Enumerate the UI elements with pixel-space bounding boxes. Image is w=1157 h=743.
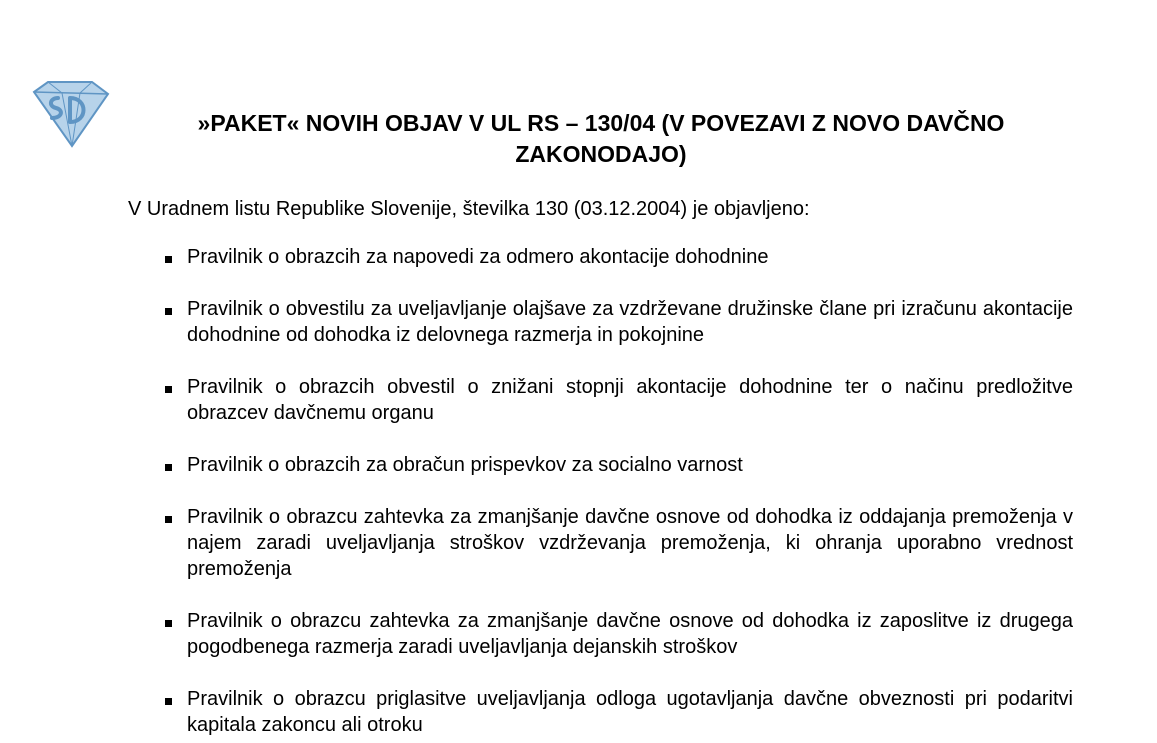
list-item [163,374,1073,426]
list-item-text: Pravilnik o obrazcih obvestil o znižani stopnji akontacije dohodnine ter o načinu predložitve obrazcev davčnemu organu [187,376,1073,424]
square-bullet-icon [165,698,172,705]
list-item-text: Pravilnik o obrazcu priglasitve uveljavljanja odloga ugotavljanja davčne obveznosti pri podaritvi kapitala zakoncu ali otroku [187,688,1073,736]
list-item [163,452,1073,478]
square-bullet-icon [165,308,172,315]
list-item [163,608,1073,660]
square-bullet-icon [165,464,172,471]
list-item [163,504,1073,582]
list-item-text: Pravilnik o obvestilu za uveljavljanje olajšave za vzdrževane družinske člane pri izračunu akontacije dohodnine od dohodka iz delovnega razmerja in pokojnine [187,298,1073,346]
square-bullet-icon [165,256,172,263]
list-item [163,296,1073,348]
list-item-text: Pravilnik o obrazcu zahtevka za zmanjšanje davčne osnove od dohodka iz oddajanja premoženja v najem zaradi uveljavljanja stroškov vzdrževanja premoženja, ki ohranja uporabno vrednost premoženja [187,506,1073,580]
list-item [163,244,1073,270]
regulations-list [163,244,1073,743]
square-bullet-icon [165,620,172,627]
list-item-text: Pravilnik o obrazcih za napovedi za odmero akontacije dohodnine [187,246,769,268]
list-item-text: Pravilnik o obrazcih za obračun prispevkov za socialno varnost [187,454,743,476]
square-bullet-icon [165,516,172,523]
list-item-text: Pravilnik o obrazcu zahtevka za zmanjšanje davčne osnove od dohodka iz zaposlitve iz drugega pogodbenega razmerja zaradi uveljavljanja dejanskih stroškov [187,610,1073,658]
diamond-logo-icon [28,78,112,150]
page-title: »PAKET« NOVIH OBJAV V UL RS – 130/04 (V POVEZAVI Z NOVO DAVČNO ZAKONODAJO) [197,110,1005,167]
square-bullet-icon [165,386,172,393]
intro-text: V Uradnem listu Republike Slovenije, številka 130 (03.12.2004) je objavljeno: [128,198,810,220]
list-item [163,686,1073,738]
